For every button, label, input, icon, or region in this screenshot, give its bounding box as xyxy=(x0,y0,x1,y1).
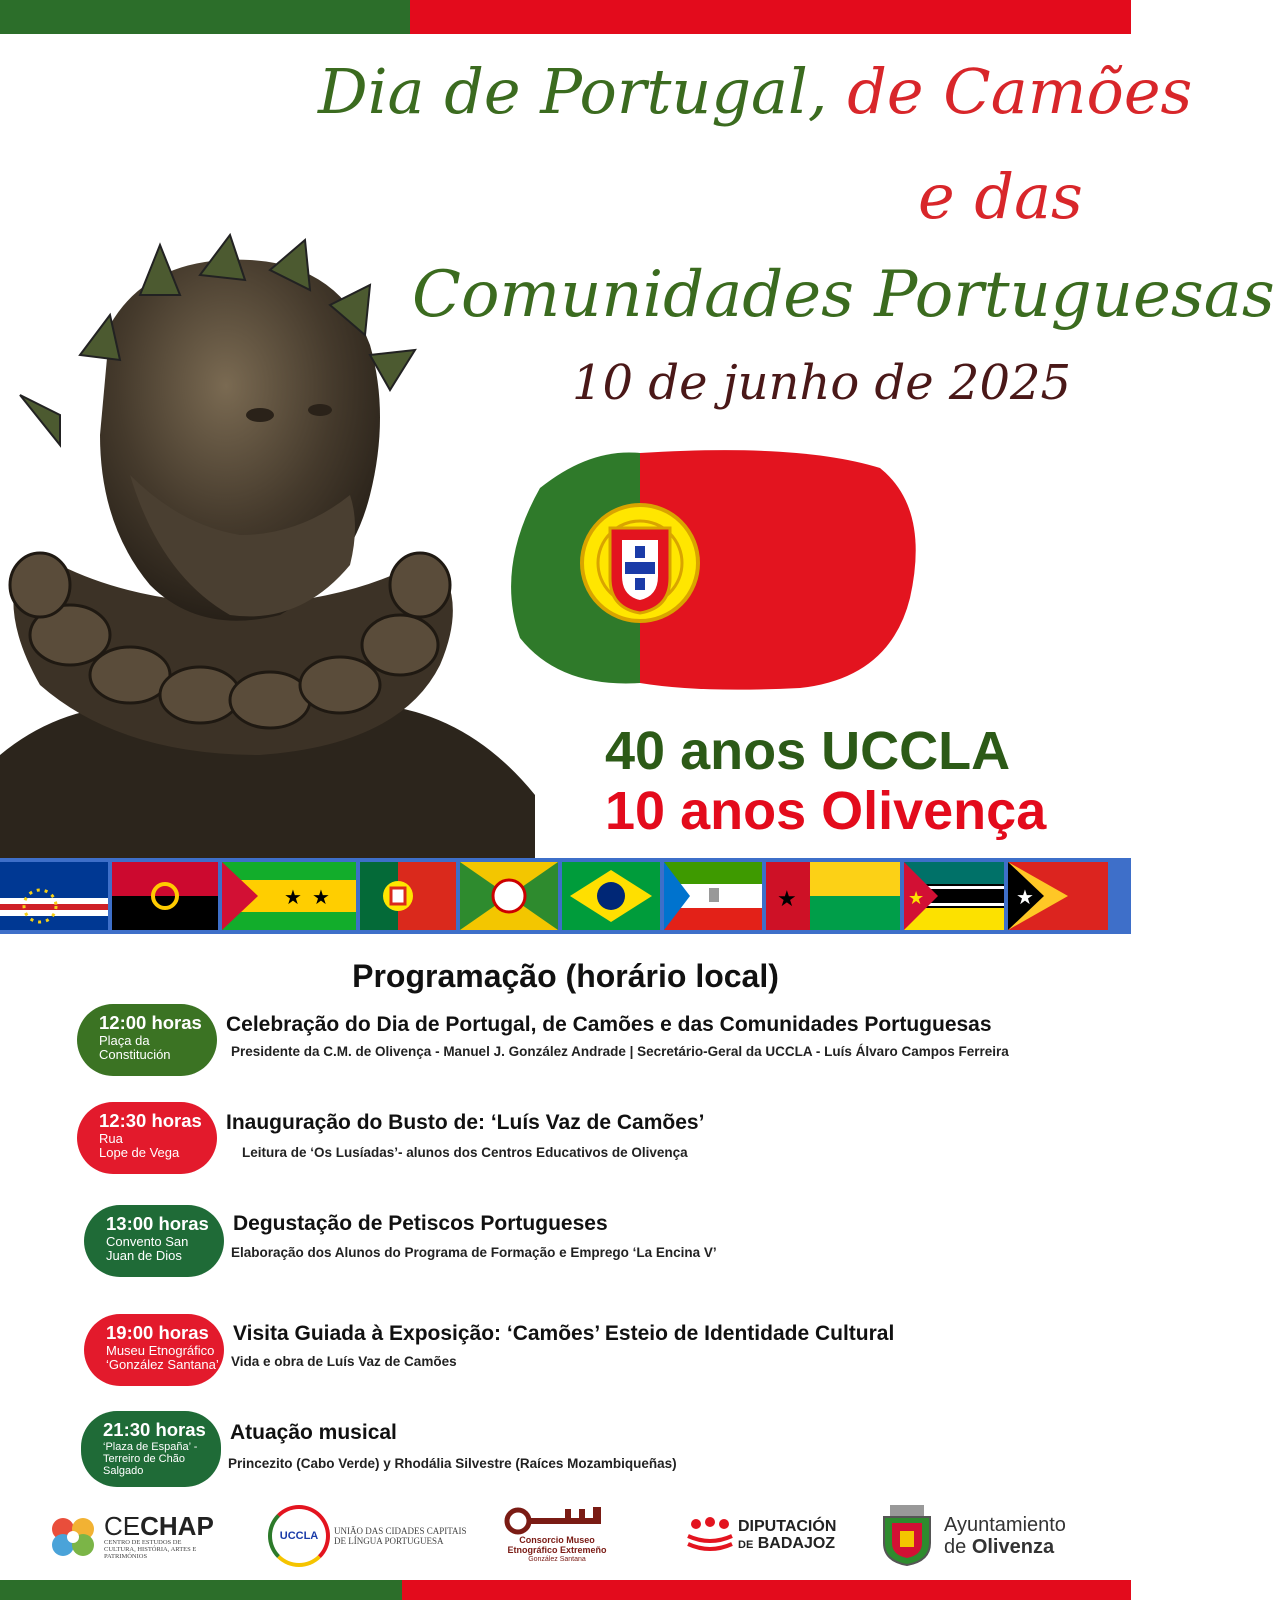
cechap-chap: CHAP xyxy=(140,1510,214,1541)
event-place: Museu Etnográfico ‘González Santana’ xyxy=(106,1343,219,1372)
flags-strip xyxy=(0,858,1131,934)
olivenza-coat-of-arms-icon xyxy=(878,1505,936,1567)
svg-text:★: ★ xyxy=(312,885,330,909)
event-description: Elaboração dos Alunos do Programa de Formação e Emprego ‘La Encina V’ xyxy=(231,1245,717,1260)
museo-logo xyxy=(505,1505,609,1567)
camoes-bust-image xyxy=(0,235,535,860)
portugal-flag-illustration xyxy=(500,448,925,698)
diputacion-line-2: BADAJOZ xyxy=(757,1535,836,1552)
sao-tome-flag xyxy=(222,862,356,930)
mozambique-flag xyxy=(904,862,1004,930)
event-title: Atuação musical xyxy=(230,1421,397,1444)
event-title: Celebração do Dia de Portugal, de Camões e das Comunidades Portuguesas xyxy=(226,1013,992,1036)
event-title: Inauguração do Busto de: ‘Luís Vaz de Camões’ xyxy=(226,1111,705,1134)
equatorial-guinea-flag xyxy=(664,862,762,930)
uccla-text: UNIÃO DAS CIDADES CAPITAIS DE LÍNGUA PORTUGUESA xyxy=(334,1526,467,1546)
ayuntamiento-line-2: Olivenza xyxy=(971,1536,1055,1558)
bottom-color-bar xyxy=(0,1580,1131,1600)
event-title: Visita Guiada à Exposição: ‘Camões’ Esteio de Identidade Cultural xyxy=(233,1322,895,1345)
event-place: Rua Lope de Vega xyxy=(99,1131,180,1160)
brazil-flag xyxy=(562,862,660,930)
angola-flag xyxy=(112,862,218,930)
ayuntamiento-line-1: Ayuntamiento xyxy=(944,1514,1066,1536)
uccla-logo xyxy=(268,1505,474,1567)
cechap-logo xyxy=(48,1505,214,1567)
event-description: Leitura de ‘Os Lusíadas’- alunos dos Centros Educativos de Olivença xyxy=(242,1145,688,1160)
program-event-2 xyxy=(0,1102,1131,1182)
event-time: 12:00 horas xyxy=(99,1012,202,1033)
timor-leste-flag xyxy=(1008,862,1108,930)
anniversary-olivenza: 10 anos Olivença xyxy=(605,781,1047,841)
time-pill xyxy=(77,1102,217,1174)
poster-title-line-3: Comunidades Portuguesas xyxy=(412,258,1275,332)
event-place: Convento San Juan de Dios xyxy=(106,1234,189,1263)
diputacion-emblem xyxy=(686,1516,734,1556)
top-color-bar xyxy=(0,0,1131,34)
time-pill xyxy=(77,1004,217,1076)
museo-line-2: Etnográfico Extremeño xyxy=(507,1545,607,1555)
guinea-bissau-flag xyxy=(766,862,900,930)
event-title: Degustação de Petiscos Portugueses xyxy=(233,1212,608,1235)
cechap-emblem xyxy=(48,1513,98,1559)
olivenza-flag xyxy=(460,862,558,930)
anniversary-uccla: 40 anos UCCLA xyxy=(605,721,1011,781)
uccla-badge: UCCLA xyxy=(268,1505,330,1567)
event-place: ‘Plaza de España’ - Terreiro de Chão Salgado xyxy=(103,1441,198,1477)
svg-text:★: ★ xyxy=(284,885,302,909)
program-event-3 xyxy=(0,1205,1131,1285)
ayuntamiento-de: de xyxy=(944,1536,967,1558)
event-time: 13:00 horas xyxy=(106,1213,209,1234)
svg-text:★: ★ xyxy=(1016,885,1034,909)
program-title: Programação (horário local) xyxy=(352,958,779,994)
event-description: Princezito (Cabo Verde) y Rhodália Silvestre (Raíces Mozambiqueñas) xyxy=(228,1456,677,1471)
event-place: Plaça da Constitución xyxy=(99,1033,171,1062)
cechap-subtitle: CENTRO DE ESTUDOS DE CULTURA, HISTÓRIA, ARTES E PATRIMÓNIOS xyxy=(104,1538,197,1560)
svg-text:★: ★ xyxy=(908,888,925,909)
ayuntamiento-olivenza-logo xyxy=(878,1505,1066,1567)
time-pill xyxy=(81,1411,221,1487)
museo-line-3: González Santana xyxy=(528,1556,586,1563)
program-event-5 xyxy=(0,1411,1131,1491)
title-red-part: de Camões xyxy=(847,55,1193,128)
title-green-part: Dia de Portugal, xyxy=(318,55,848,128)
time-pill xyxy=(84,1314,224,1386)
cape-verde-flag xyxy=(0,862,108,930)
diputacion-line-1: DIPUTACIÓN xyxy=(738,1518,837,1535)
cechap-ce: CE xyxy=(104,1510,141,1541)
museo-key-icon xyxy=(505,1507,609,1535)
museo-line-1: Consorcio Museo xyxy=(519,1535,595,1545)
svg-text:★: ★ xyxy=(777,887,797,912)
event-time: 12:30 horas xyxy=(99,1110,202,1131)
event-description: Presidente da C.M. de Olivença - Manuel J. González Andrade | Secretário-Geral da UCCLA - Luís Álvaro Campos Ferreira xyxy=(231,1044,1009,1059)
time-pill xyxy=(84,1205,224,1277)
poster-title-line-1 xyxy=(318,55,1192,128)
event-date: 10 de junho de 2025 xyxy=(572,355,1072,411)
program-event-1 xyxy=(0,1004,1131,1084)
diputacion-de: DE xyxy=(738,1539,754,1551)
event-time: 21:30 horas xyxy=(103,1419,206,1440)
event-time: 19:00 horas xyxy=(106,1322,209,1343)
portugal-flag xyxy=(360,862,456,930)
event-description: Vida e obra de Luís Vaz de Camões xyxy=(231,1354,457,1369)
poster-title-line-2: e das xyxy=(918,160,1083,233)
diputacion-badajoz-logo xyxy=(686,1505,836,1567)
program-event-4 xyxy=(0,1314,1131,1394)
